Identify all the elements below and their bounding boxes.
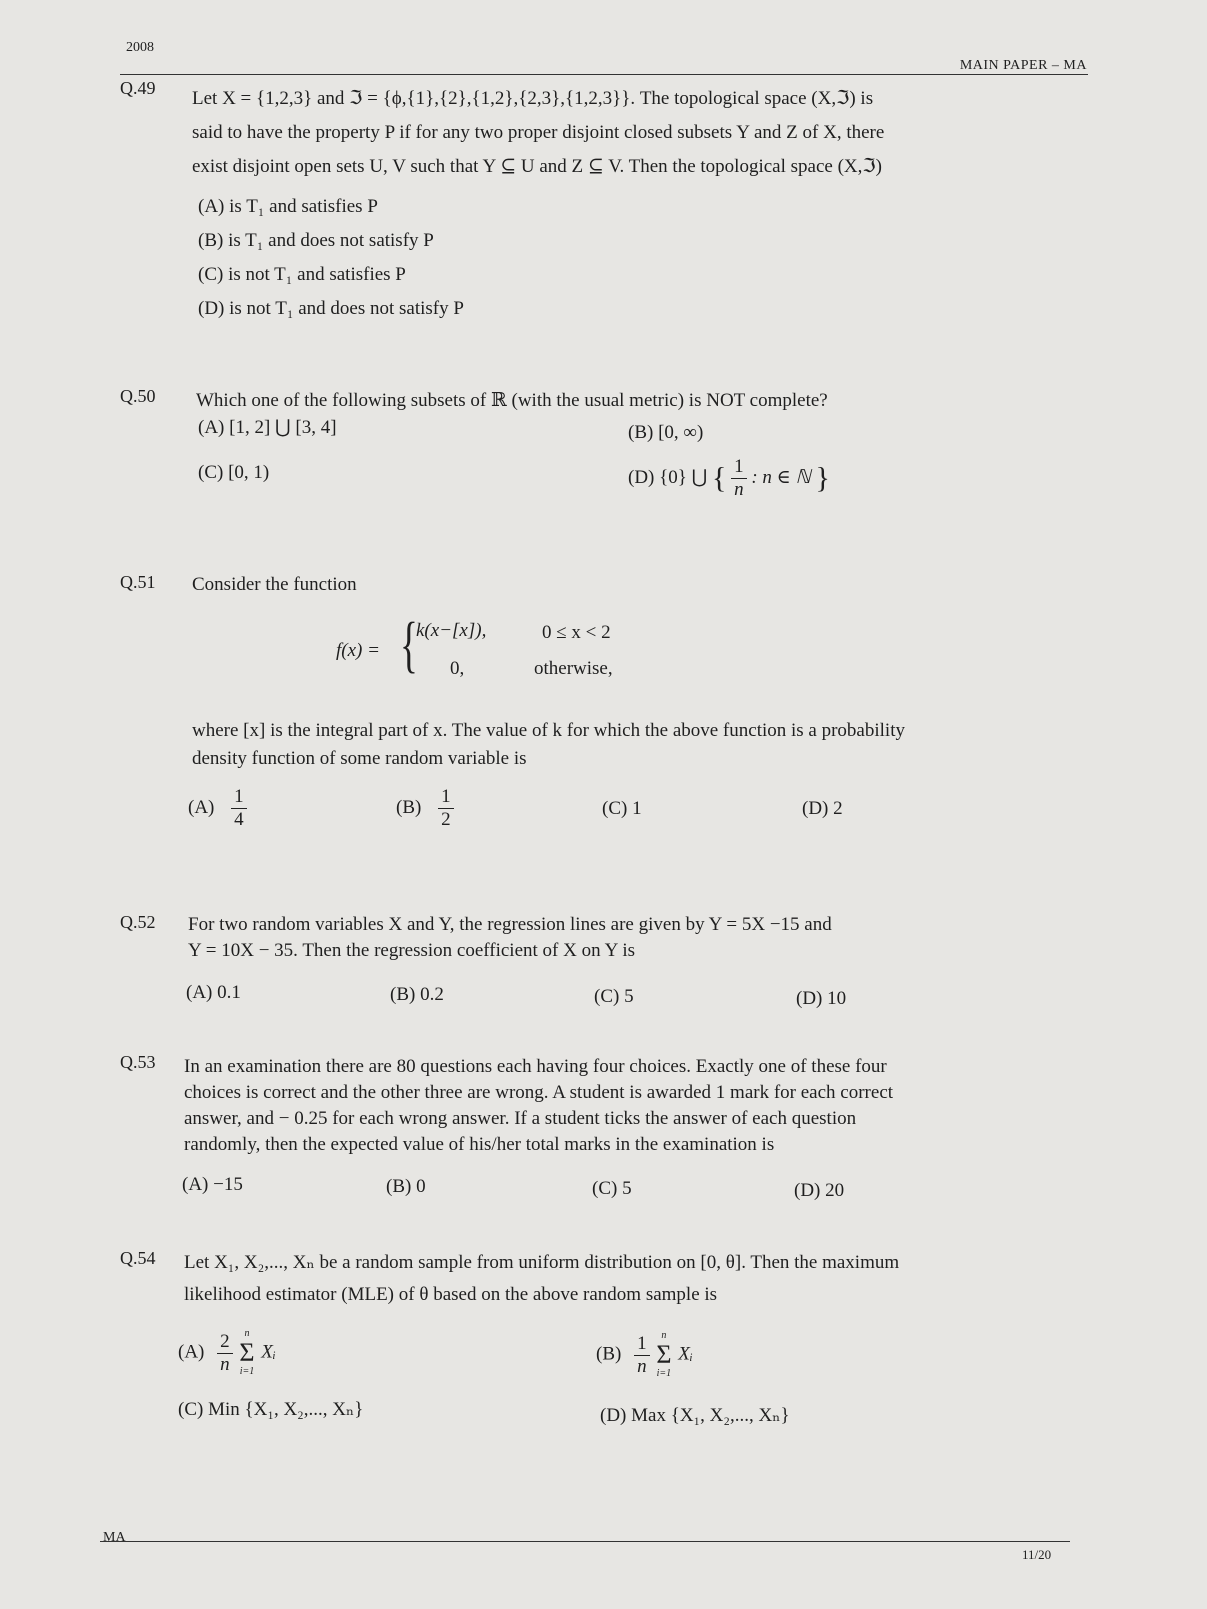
footer-rule xyxy=(100,1541,1070,1542)
fraction-numerator: 1 xyxy=(231,786,247,809)
question-text-line: answer, and − 0.25 for each wrong answer. If a student ticks the answer of each question xyxy=(184,1108,857,1129)
option-d: (D) Max {X₁, X₂,..., Xₙ} xyxy=(600,1405,790,1426)
fraction-numerator: 1 xyxy=(634,1333,650,1356)
fraction-numerator: 1 xyxy=(438,786,454,809)
option-b xyxy=(396,786,454,831)
option-d: (D) is not T₁ and does not satisfy P xyxy=(198,298,464,319)
case-2-expression: 0, xyxy=(450,658,465,679)
fraction-numerator: 1 xyxy=(731,456,747,479)
sum-lower-limit: i=1 xyxy=(656,1368,672,1379)
question-53 xyxy=(120,1052,1080,1212)
fraction xyxy=(731,456,747,501)
header-rule xyxy=(120,74,1088,75)
question-text-line: exist disjoint open sets U, V such that Y ⊆ U and Z ⊆ V. Then the topological space (X,ℑ) xyxy=(192,156,882,177)
question-54 xyxy=(120,1248,1080,1438)
fraction xyxy=(634,1333,650,1378)
option-d xyxy=(628,456,830,501)
option-b: (B) 0 xyxy=(386,1176,426,1197)
fraction-denominator: 4 xyxy=(234,809,244,830)
question-number: Q.52 xyxy=(120,912,156,932)
case-1-expression: k(x−[x]), xyxy=(416,620,487,641)
sum-upper-limit: n xyxy=(661,1330,667,1341)
fraction xyxy=(231,786,247,831)
option-a: (A) [1, 2] ⋃ [3, 4] xyxy=(198,417,337,438)
case-2-condition: otherwise, xyxy=(534,658,613,679)
right-brace: } xyxy=(815,461,830,495)
option-c: (C) 5 xyxy=(594,986,634,1007)
fraction-denominator: n xyxy=(637,1355,647,1377)
question-number: Q.50 xyxy=(120,386,156,406)
option-b: (B) 0.2 xyxy=(390,984,444,1005)
footer-paper-code: MA xyxy=(103,1530,126,1545)
question-number: Q.53 xyxy=(120,1052,156,1072)
sigma-icon: Σ xyxy=(239,1338,255,1367)
option-label: (B) xyxy=(596,1343,622,1365)
piecewise-brace: { xyxy=(400,611,418,679)
sigma-icon: Σ xyxy=(656,1340,672,1369)
question-text-line: Y = 10X − 35. Then the regression coefficient of X on Y is xyxy=(188,940,636,961)
question-52 xyxy=(120,912,1080,1012)
summand: Xᵢ xyxy=(678,1343,693,1365)
page-number: 11/20 xyxy=(1022,1547,1052,1562)
option-c: (C) is not T₁ and satisfies P xyxy=(198,264,406,285)
case-1-condition: 0 ≤ x < 2 xyxy=(542,622,611,643)
question-text-line: density function of some random variable is xyxy=(192,748,527,769)
left-brace: { xyxy=(711,461,727,495)
option-a: (A) 0.1 xyxy=(186,982,241,1003)
fraction-denominator: n xyxy=(220,1353,230,1375)
fraction-denominator: n xyxy=(734,479,744,500)
question-text-line: said to have the property P if for any two proper disjoint closed subsets Y and Z of X, there xyxy=(192,122,885,143)
sum-lower-limit: i=1 xyxy=(239,1366,255,1377)
question-number: Q.51 xyxy=(120,572,156,592)
question-text-line: Let X₁, X₂,..., Xₙ be a random sample from uniform distribution on [0, θ]. Then the maximum xyxy=(184,1252,900,1273)
question-text-line: choices is correct and the other three are wrong. A student is awarded 1 mark for each correct xyxy=(184,1082,894,1103)
question-text-line: In an examination there are 80 questions each having four choices. Exactly one of these four xyxy=(184,1056,887,1077)
question-51 xyxy=(120,572,1080,852)
fraction-numerator: 2 xyxy=(217,1331,233,1354)
option-label: (A) xyxy=(188,796,215,818)
question-number: Q.49 xyxy=(120,78,156,98)
option-c: (C) [0, 1) xyxy=(198,462,270,483)
question-text-line: Which one of the following subsets of ℝ (with the usual metric) is NOT complete? xyxy=(196,390,828,411)
option-b: (B) [0, ∞) xyxy=(628,422,704,443)
option-a: (A) is T₁ and satisfies P xyxy=(198,196,378,217)
question-text-line: randomly, then the expected value of his/her total marks in the examination is xyxy=(184,1134,775,1155)
option-label: (B) xyxy=(396,796,422,818)
header-year: 2008 xyxy=(126,40,154,55)
option-d: (D) 20 xyxy=(794,1180,845,1201)
header-paper-title: MAIN PAPER – MA xyxy=(959,58,1087,73)
summation-sign xyxy=(656,1330,671,1380)
option-c: (C) 1 xyxy=(602,798,642,819)
summand: Xᵢ xyxy=(261,1341,276,1363)
question-text-line: likelihood estimator (MLE) of θ based on the above random sample is xyxy=(184,1284,718,1305)
option-a xyxy=(188,786,247,831)
option-a: (A) −15 xyxy=(182,1174,243,1195)
sum-upper-limit: n xyxy=(244,1328,250,1339)
option-c: (C) Min {X₁, X₂,..., Xₙ} xyxy=(178,1399,364,1420)
fraction xyxy=(217,1331,233,1376)
fraction-denominator: 2 xyxy=(441,809,451,830)
option-d: (D) 2 xyxy=(802,798,843,819)
option-d-prefix: (D) {0} ⋃ xyxy=(628,466,708,488)
option-d-suffix: : n ∈ ℕ xyxy=(751,466,811,488)
summation-sign xyxy=(239,1328,254,1378)
question-text-line: Let X = {1,2,3} and ℑ = {ϕ,{1},{2},{1,2},{2,3},{1,2,3}}. The topological space (X,ℑ) is xyxy=(192,88,874,109)
question-text-line: For two random variables X and Y, the regression lines are given by Y = 5X −15 and xyxy=(188,914,832,935)
option-b: (B) is T₁ and does not satisfy P xyxy=(198,230,434,251)
option-c: (C) 5 xyxy=(592,1178,632,1199)
option-d: (D) 10 xyxy=(796,988,847,1009)
question-49 xyxy=(120,78,1080,328)
option-label: (A) xyxy=(178,1341,205,1363)
question-text-line: where [x] is the integral part of x. The value of k for which the above function is a probability xyxy=(192,720,905,741)
fraction xyxy=(438,786,454,831)
question-number: Q.54 xyxy=(120,1248,156,1268)
option-b xyxy=(596,1330,693,1380)
function-label: f(x) = xyxy=(336,640,380,661)
question-50 xyxy=(120,386,1080,536)
option-a xyxy=(178,1328,276,1378)
question-text-line: Consider the function xyxy=(192,574,357,595)
